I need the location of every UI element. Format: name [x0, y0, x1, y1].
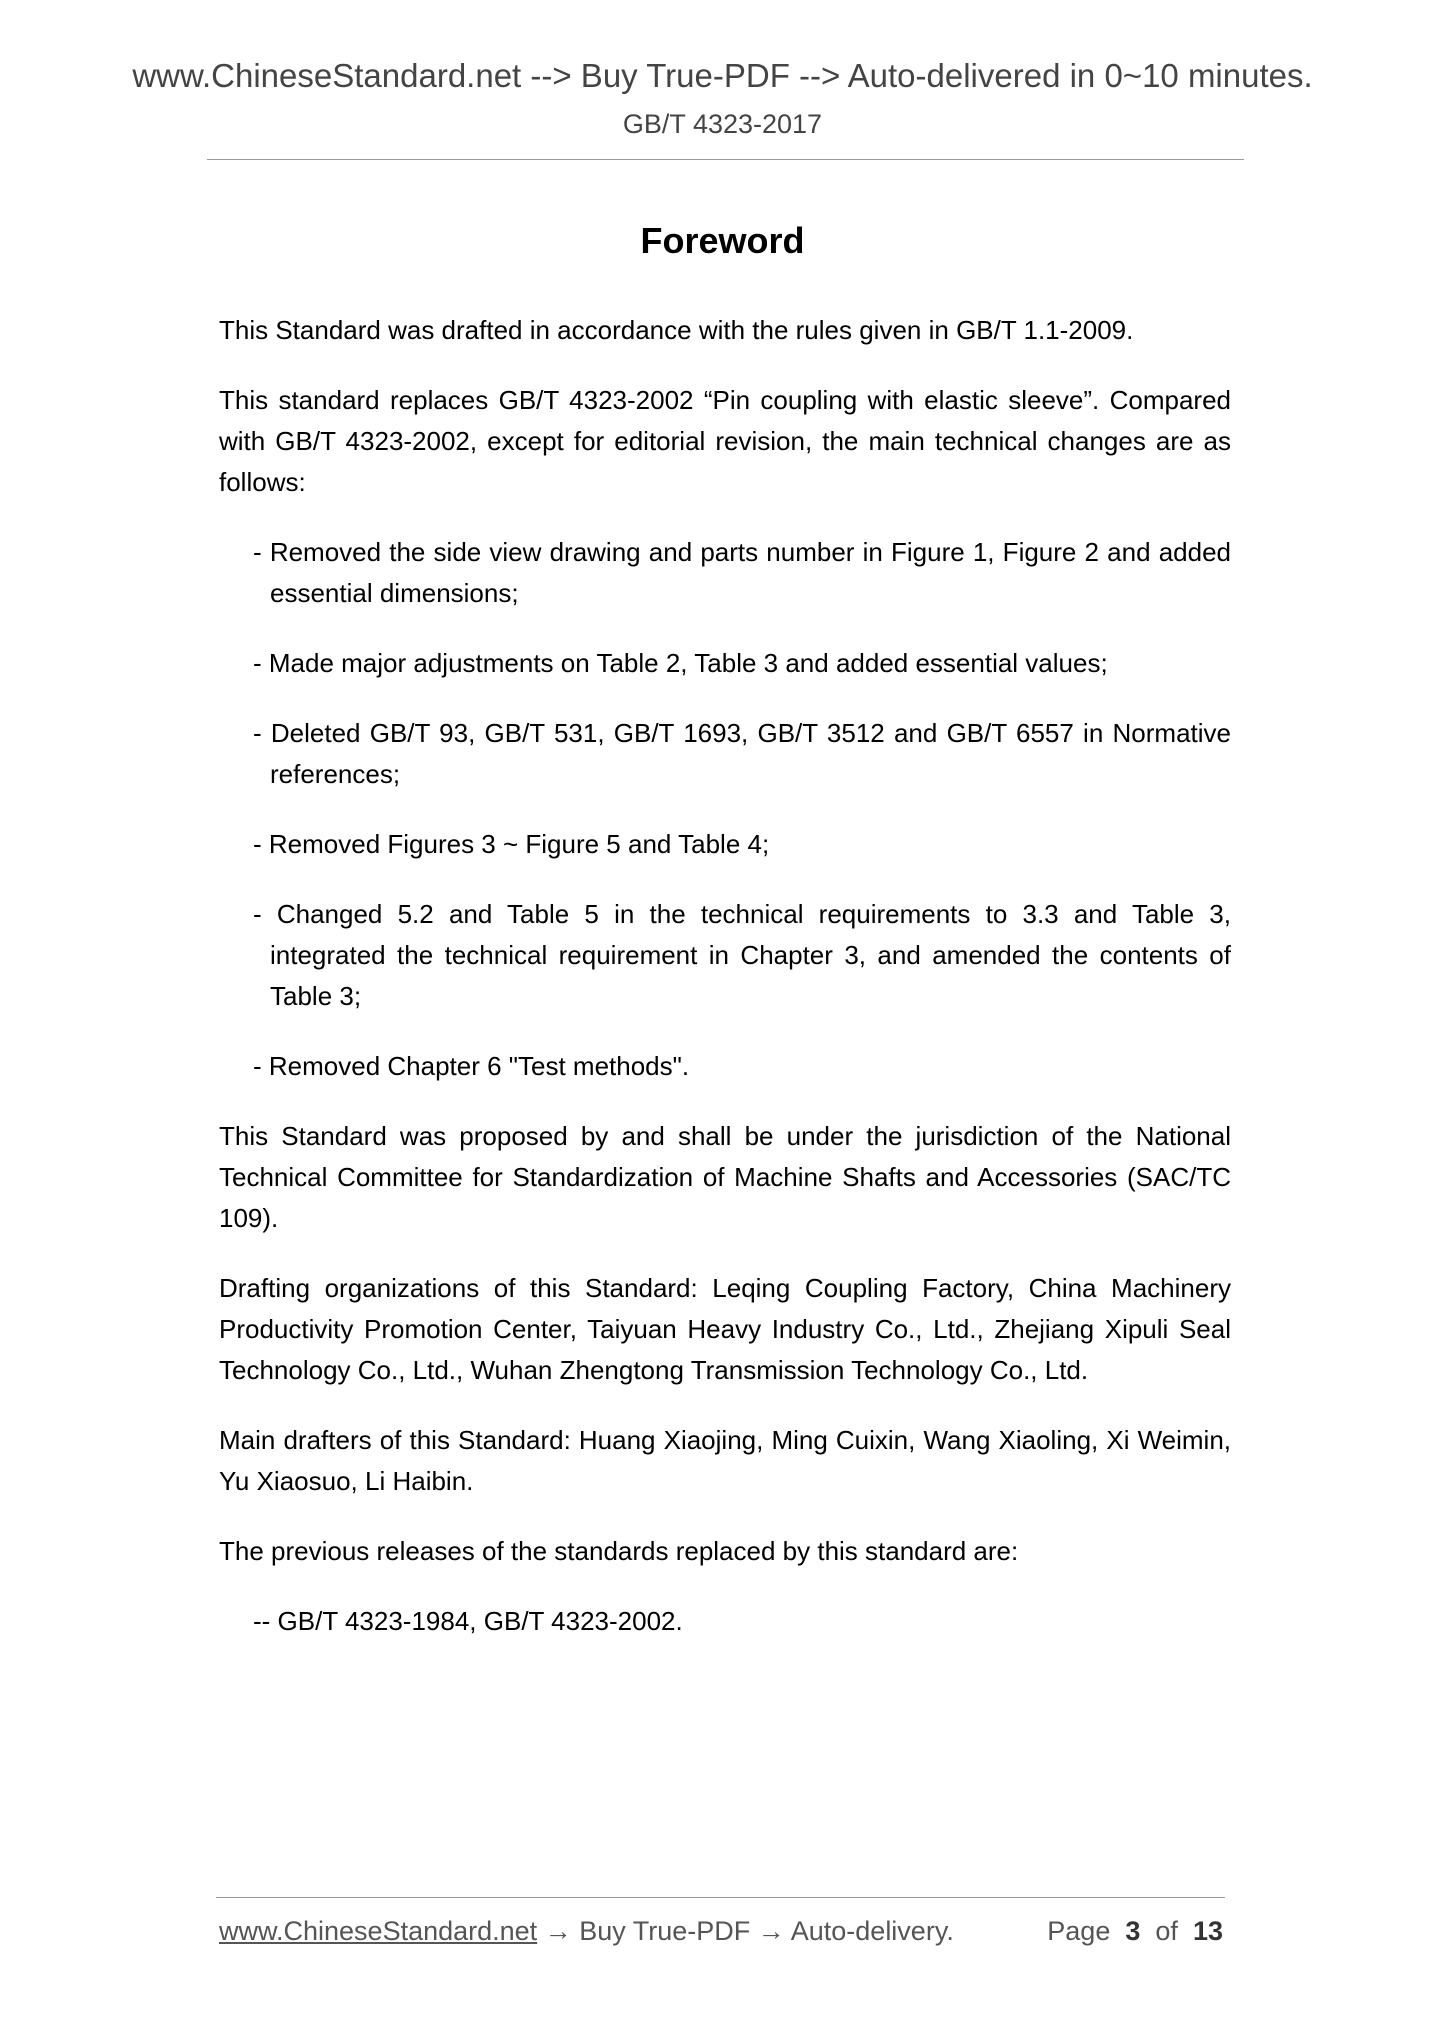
paragraph-jurisdiction: This Standard was proposed by and shall be under the jurisdiction of the National Technical Committee for Standardization of Machine Shafts and Accessories (SAC/TC 109). [219, 1121, 1231, 1233]
header-divider [207, 159, 1244, 160]
footer-left [219, 1916, 954, 1946]
paragraph-main-drafters: Main drafters of this Standard: Huang Xiaojing, Ming Cuixin, Wang Xiaoling, Xi Weimin, Yu Xiaosuo, Li Haibin. [219, 1425, 1231, 1496]
page-label: Page [1047, 1916, 1111, 1946]
change-item: - Made major adjustments on Table 2, Table 3 and added essential values; [253, 648, 1108, 678]
page-total: 13 [1192, 1916, 1223, 1946]
change-item: - Removed Chapter 6 "Test methods". [253, 1051, 690, 1081]
change-item: - Deleted GB/T 93, GB/T 531, GB/T 1693, GB/T 3512 and GB/T 6557 in Normative references; [253, 718, 1231, 789]
foreword-body [219, 310, 1231, 1671]
footer-site-link[interactable]: www.ChineseStandard.net [219, 1916, 538, 1946]
page-current: 3 [1125, 1916, 1141, 1946]
page-indicator [1047, 1914, 1223, 1948]
previous-releases-item: -- GB/T 4323-1984, GB/T 4323-2002. [253, 1606, 683, 1636]
page-title: Foreword [640, 220, 805, 261]
paragraph-previous-releases: The previous releases of the standards replaced by this standard are: [219, 1536, 1019, 1566]
footer-divider [216, 1897, 1225, 1898]
change-item: - Removed Figures 3 ~ Figure 5 and Table 4; [253, 829, 770, 859]
page-of: of [1155, 1916, 1178, 1946]
paragraph-drafting-rules: This Standard was drafted in accordance with the rules given in GB/T 1.1-2009. [219, 315, 1134, 345]
header-document-id: GB/T 4323-2017 [622, 109, 823, 139]
change-item: - Removed the side view drawing and parts number in Figure 1, Figure 2 and added essential dimensions; [253, 537, 1231, 608]
footer [219, 1914, 1223, 1948]
paragraph-replacement: This standard replaces GB/T 4323-2002 “Pin coupling with elastic sleeve”. Compared with GB/T 4323-2002, except for editorial revision, the main technical changes are as follows: [219, 385, 1231, 497]
paragraph-drafting-organizations: Drafting organizations of this Standard: Leqing Coupling Factory, China Machinery Productivity Promotion Center, Taiyuan Heavy Industry Co., Ltd., Zhejiang Xipuli Seal Technology Co., Ltd., Wuhan Zhengtong Transmission Technology Co., Ltd. [219, 1273, 1231, 1385]
header-banner: www.ChineseStandard.net --> Buy True-PDF --> Auto-delivered in 0~10 minutes. [132, 57, 1313, 94]
footer-tagline: → Buy True-PDF → Auto-delivery. [537, 1916, 954, 1946]
change-item: - Changed 5.2 and Table 5 in the technical requirements to 3.3 and Table 3, integrated the technical requirement in Chapter 3, and amended the contents of Table 3; [253, 899, 1231, 1011]
